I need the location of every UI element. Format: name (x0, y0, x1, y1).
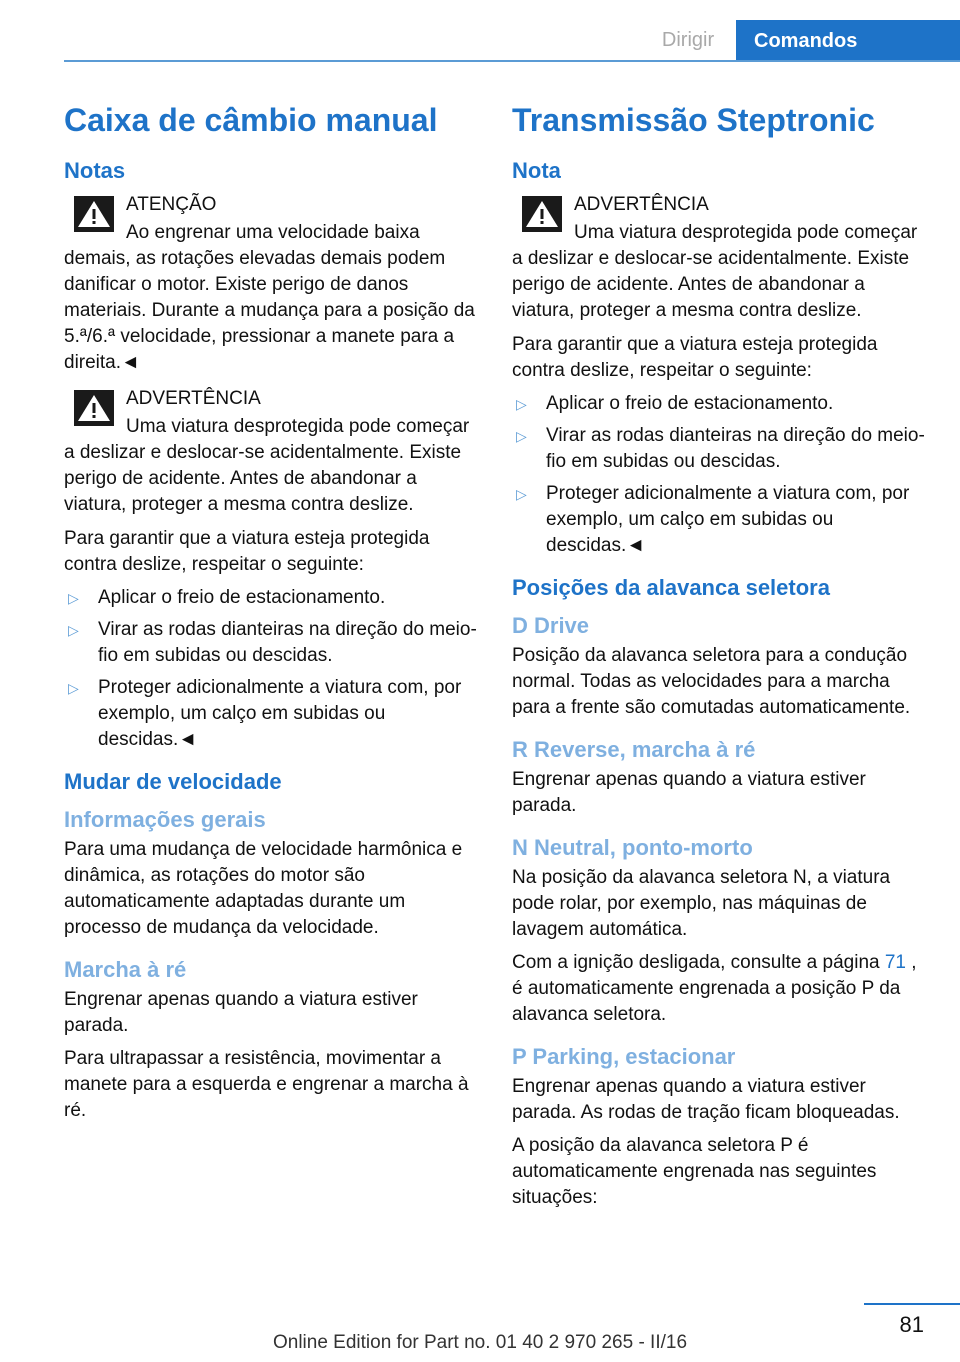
notice-text: Uma viatura desprotegida pode começar a deslizar e deslocar-se acidentalmente. Existe perigo de acidente. Antes de abandonar a viatura, proteger a mesma contra deslize. (512, 222, 918, 321)
drive-heading: D Drive (512, 613, 590, 638)
notice-intro: Para garantir que a viatura esteja protegida contra deslize, respeitar o seguinte: (64, 528, 430, 575)
parking-text: Engrenar apenas quando a viatura estiver parada. As rodas de tração ficam bloqueadas. (512, 1076, 900, 1123)
bullet-list (64, 585, 480, 753)
reverse-text: Engrenar apenas quando a viatura estiver parada. (64, 989, 418, 1036)
notice-title: ADVERTÊNCIA (574, 194, 709, 215)
list-item: ▷ Proteger adicionalmente a viatura com, por exemplo, um calço em subidas ou descidas.◄ (516, 483, 910, 556)
bullet-triangle-icon: ▷ (516, 396, 527, 412)
bullet-triangle-icon: ▷ (68, 680, 79, 696)
general-heading: Informações gerais (64, 807, 266, 832)
notice-text: Uma viatura desprotegida pode começar a deslizar e deslocar-se acidentalmente. Existe perigo de acidente. Antes de abandonar a viatura, proteger a mesma contra deslize. (64, 416, 470, 515)
header-rule (64, 60, 960, 62)
drive-text: Posição da alavanca seletora para a condução normal. Todas as velocidades para a marcha para a frente são comutadas automaticamente. (512, 645, 911, 718)
list-item: ▷ Virar as rodas dianteiras na direção do meio-fio em subidas ou descidas. (68, 619, 477, 666)
reverse-heading: Marcha à ré (64, 957, 187, 982)
parking-heading: P Parking, estacionar (512, 1044, 736, 1069)
page-link[interactable]: 71 (884, 952, 906, 973)
right-title: Transmissão Steptronic (512, 102, 875, 138)
left-title: Caixa de câmbio manual (64, 102, 438, 138)
notice-text: Ao engrenar uma velocidade baixa demais, as rotações elevadas demais podem danificar o motor. Existe perigo de danos materiais. Durante a mudança para a posição da 5.ª/6.ª velocidade, pressionar a manete para a direita.◄ (64, 222, 475, 373)
notice-title: ADVERTÊNCIA (126, 388, 261, 409)
section-tab[interactable]: Dirigir (661, 29, 715, 51)
bullet-triangle-icon: ▷ (516, 428, 527, 444)
page-number: 81 (899, 1312, 924, 1337)
reverse-text-2: Para ultrapassar a resistência, movimentar a manete para a esquerda e engrenar a marcha à ré. (64, 1048, 469, 1121)
list-item: ▷ Aplicar o freio de estacionamento. (512, 391, 928, 417)
parking-text-2: A posição da alavanca seletora P é automaticamente engrenada nas seguintes situações: (512, 1135, 877, 1208)
reverse-text: Engrenar apenas quando a viatura estiver parada. (512, 769, 866, 816)
warning-triangle-icon (74, 390, 114, 426)
notice-atencao (64, 190, 480, 376)
warning-triangle-icon (522, 196, 562, 232)
neutral-text-2: Com a ignição desligada, consulte a página 71 , é automaticamente engrenada a posição P da alavanca seletora. (512, 952, 917, 1025)
chapter-tab[interactable]: Comandos (736, 20, 960, 62)
footer-rule (864, 1303, 960, 1305)
left-column (64, 96, 480, 1131)
notes-heading: Notas (64, 158, 126, 183)
bullet-triangle-icon: ▷ (68, 622, 79, 638)
note-heading: Nota (512, 158, 561, 183)
neutral-heading: N Neutral, ponto-morto (512, 835, 753, 860)
neutral-text: Na posição da alavanca seletora N, a viatura pode rolar, por exemplo, nas máquinas de lavagem automática. (512, 867, 891, 940)
positions-heading: Posições da alavanca seletora (512, 575, 830, 600)
notice-advertencia (512, 190, 928, 324)
warning-triangle-icon (74, 196, 114, 232)
edition-footer: Online Edition for Part no. 01 40 2 970 265 - II/16 (272, 1332, 688, 1353)
notice-advertencia (64, 384, 480, 518)
bullet-triangle-icon: ▷ (68, 590, 79, 606)
list-item: ▷ Proteger adicionalmente a viatura com, por exemplo, um calço em subidas ou descidas.◄ (68, 677, 462, 750)
notice-intro: Para garantir que a viatura esteja protegida contra deslize, respeitar o seguinte: (512, 334, 878, 381)
list-item: ▷ Aplicar o freio de estacionamento. (64, 585, 480, 611)
list-item: ▷ Virar as rodas dianteiras na direção do meio-fio em subidas ou descidas. (516, 425, 925, 472)
bullet-list (512, 391, 928, 559)
right-column (512, 96, 928, 1218)
notice-title: ATENÇÃO (126, 194, 217, 215)
gear-heading: Mudar de velocidade (64, 769, 282, 794)
general-text: Para uma mudança de velocidade harmônica e dinâmica, as rotações do motor são automaticamente adaptadas durante um processo de mudança da velocidade. (64, 839, 463, 938)
reverse-heading: R Reverse, marcha à ré (512, 737, 756, 762)
page-header (0, 0, 960, 64)
bullet-triangle-icon: ▷ (516, 486, 527, 502)
